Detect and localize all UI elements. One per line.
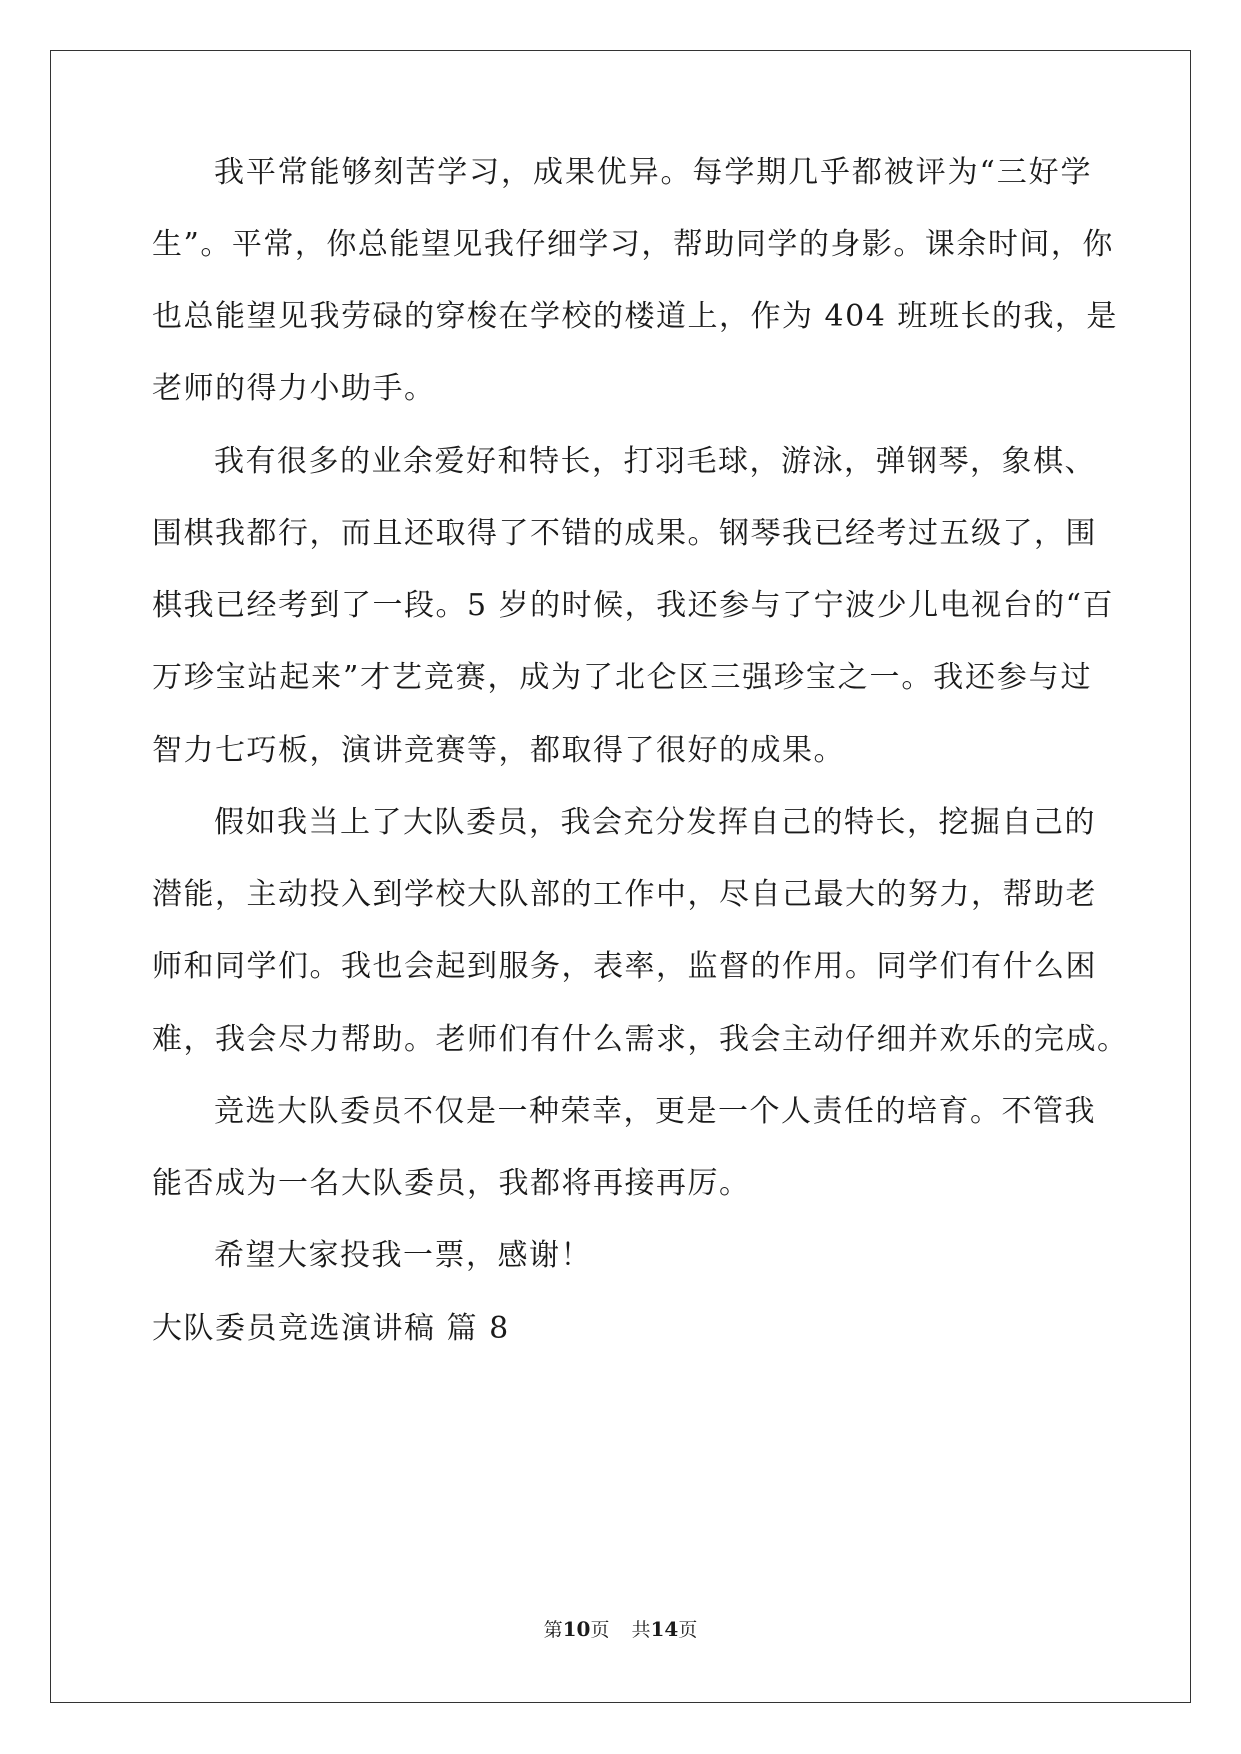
paragraph-1-line-4: 老师的得力小助手。 bbox=[152, 371, 436, 406]
paragraph-2-line-5: 智力七巧板，演讲竞赛等，都取得了很好的成果。 bbox=[152, 733, 845, 768]
paragraph-1-line-2: 生”。平常，你总能望见我仔细学习，帮助同学的身影。课余时间，你 bbox=[152, 227, 1114, 262]
paragraph-2-line-4: 万珍宝站起来”才艺竞赛，成为了北仑区三强珍宝之一。我还参与过 bbox=[152, 660, 1092, 695]
paragraph-1-line-1: 我平常能够刻苦学习，成果优异。每学期几乎都被评为“三好学 bbox=[214, 155, 1092, 190]
closing-line: 希望大家投我一票，感谢！ bbox=[214, 1238, 592, 1273]
footer-total-suffix: 页 bbox=[678, 1619, 698, 1641]
footer-total-pages: 14 bbox=[650, 1617, 679, 1641]
page-footer bbox=[0, 1617, 1241, 1642]
footer-page-prefix: 第 bbox=[543, 1619, 563, 1641]
footer-page-suffix: 页 bbox=[590, 1619, 610, 1641]
paragraph-1-line-3: 也总能望见我劳碌的穿梭在学校的楼道上，作为 404 班班长的我，是 bbox=[152, 299, 1118, 334]
paragraph-4-line-2: 能否成为一名大队委员，我都将再接再厉。 bbox=[152, 1166, 751, 1201]
paragraph-3-line-2: 潜能，主动投入到学校大队部的工作中，尽自己最大的努力，帮助老 bbox=[152, 877, 1097, 912]
footer-page-number: 10 bbox=[562, 1617, 591, 1641]
paragraph-2-line-1: 我有很多的业余爱好和特长，打羽毛球，游泳，弹钢琴，象棋、 bbox=[214, 444, 1096, 479]
footer-total-prefix: 共 bbox=[631, 1619, 651, 1641]
paragraph-3-line-3: 师和同学们。我也会起到服务，表率，监督的作用。同学们有什么困 bbox=[152, 949, 1097, 984]
paragraph-2-line-2: 围棋我都行，而且还取得了不错的成果。钢琴我已经考过五级了，围 bbox=[152, 516, 1097, 551]
paragraph-2-line-3: 棋我已经考到了一段。5 岁的时候，我还参与了宁波少儿电视台的“百 bbox=[152, 588, 1114, 623]
paragraph-3-line-1: 假如我当上了大队委员，我会充分发挥自己的特长，挖掘自己的 bbox=[214, 805, 1096, 840]
paragraph-3-line-4: 难，我会尽力帮助。老师们有什么需求，我会主动仔细并欢乐的完成。 bbox=[152, 1022, 1129, 1057]
paragraph-4-line-1: 竞选大队委员不仅是一种荣幸，更是一个人责任的培育。不管我 bbox=[214, 1094, 1096, 1129]
section-heading: 大队委员竞选演讲稿 篇 8 bbox=[152, 1311, 510, 1346]
